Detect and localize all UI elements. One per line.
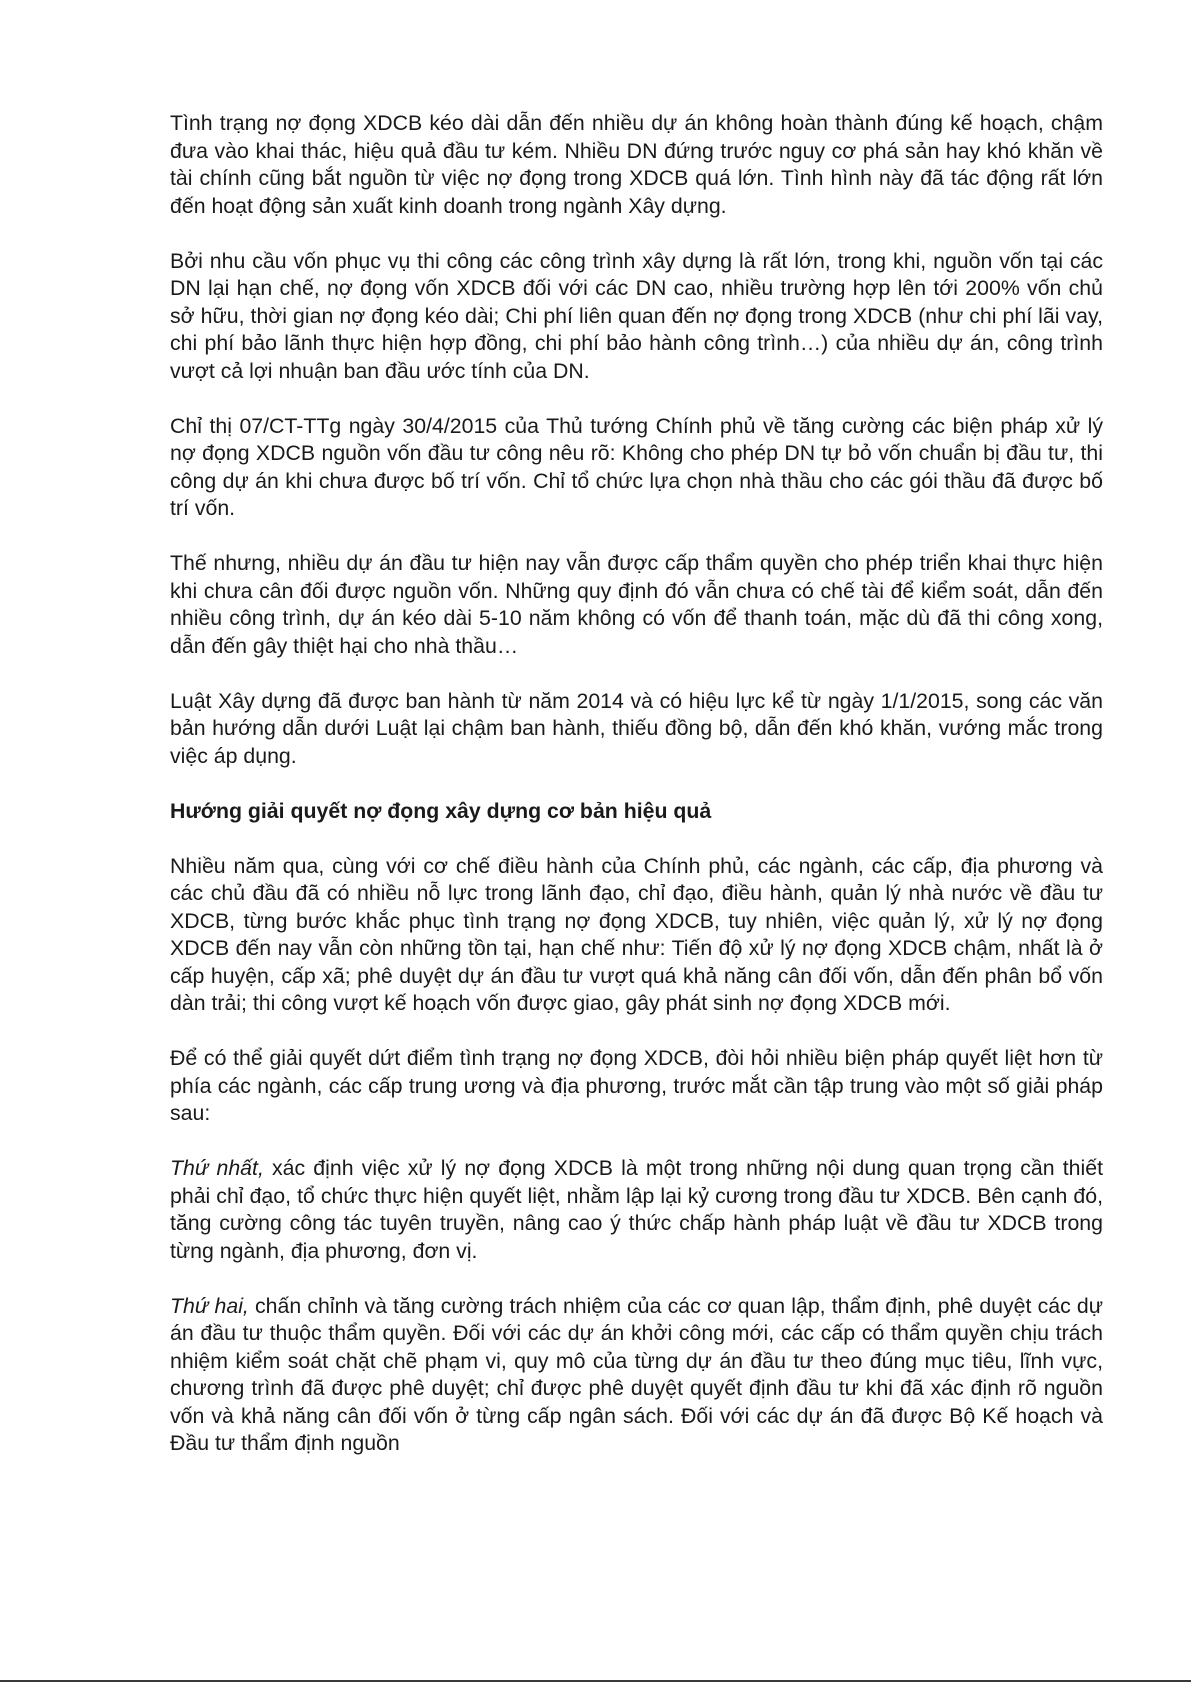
- section-heading: Hướng giải quyết nợ đọng xây dựng cơ bản hiệu quả: [170, 798, 712, 823]
- paragraph-debt-situation: Tình trạng nợ đọng XDCB kéo dài dẫn đến nhiều dự án không hoàn thành đúng kế hoạch, chậm đưa vào khai thác, hiệu quả đầu tư kém. Nhiều DN đứng trước nguy cơ phá sản hay khó khăn về tài chính cũng bắt nguồn từ việc nợ đọng trong XDCB quá lớn. Tình hình này đã tác động rất lớn đến hoạt động sản xuất kinh doanh trong ngành Xây dựng.: [170, 111, 1103, 218]
- solution-second-text: chấn chỉnh và tăng cường trách nhiệm của các cơ quan lập, thẩm định, phê duyệt các dự án đầu tư thuộc thẩm quyền. Đối với các dự án khởi công mới, các cấp có thẩm quyền chịu trách nhiệm kiểm soát chặt chẽ phạm vi, quy mô của từng dự án đầu tư theo đúng mục tiêu, lĩnh vực, chương trình đã được phê duyệt; chỉ được phê duyệt quyết định đầu tư khi đã xác định rõ nguồn vốn và khả năng cân đối vốn ở từng cấp ngân sách. Đối với các dự án đã được Bộ Kế hoạch và Đầu tư thẩm định nguồn: [170, 1293, 1103, 1455]
- paragraph-management-limits: Nhiều năm qua, cùng với cơ chế điều hành của Chính phủ, các ngành, các cấp, địa phương và các chủ đầu đã có nhiều nỗ lực trong lãnh đạo, chỉ đạo, điều hành, quản lý nhà nước về đầu tư XDCB, từng bước khắc phục tình trạng nợ đọng XDCB, tuy nhiên, việc quản lý, xử lý nợ đọng XDCB đến nay vẫn còn những tồn tại, hạn chế như: Tiến độ xử lý nợ đọng XDCB chậm, nhất là ở cấp huyện, cấp xã; phê duyệt dự án đầu tư vượt quá khả năng cân đối vốn, dẫn đến phân bổ vốn dàn trải; thi công vượt kế hoạch vốn được giao, gây phát sinh nợ đọng XDCB mới.: [170, 853, 1103, 1015]
- paragraph-solution-second: [170, 1293, 1103, 1458]
- paragraph-construction-law: Luật Xây dựng đã được ban hành từ năm 2014 và có hiệu lực kể từ ngày 1/1/2015, song các văn bản hướng dẫn dưới Luật lại chậm ban hành, thiếu đồng bộ, dẫn đến khó khăn, vướng mắc trong việc áp dụng.: [170, 688, 1103, 768]
- paragraph-projects-without-funds: Thế nhưng, nhiều dự án đầu tư hiện nay vẫn được cấp thẩm quyền cho phép triển khai thực hiện khi chưa cân đối được nguồn vốn. Những quy định đó vẫn chưa có chế tài để kiểm soát, dẫn đến nhiều công trình, dự án kéo dài 5-10 năm không có vốn để thanh toán, mặc dù đã thi công xong, dẫn đến gây thiệt hại cho nhà thầu…: [170, 551, 1103, 658]
- solution-second-lead: Thứ hai,: [170, 1293, 249, 1318]
- document-body: [170, 110, 1103, 1485]
- solution-first-lead: Thứ nhất,: [170, 1156, 264, 1180]
- paragraph-solutions-intro: Để có thể giải quyết dứt điểm tình trạng nợ đọng XDCB, đòi hỏi nhiều biện pháp quyết liệt hơn từ phía các ngành, các cấp trung ương và địa phương, trước mắt cần tập trung vào một số giải pháp sau:: [170, 1046, 1103, 1125]
- solution-first-text: xác định việc xử lý nợ đọng XDCB là một trong những nội dung quan trọng cần thiết phải chỉ đạo, tổ chức thực hiện quyết liệt, nhằm lập lại kỷ cương trong đầu tư XDCB. Bên cạnh đó, tăng cường công tác tuyên truyền, nâng cao ý thức chấp hành pháp luật về đầu tư XDCB trong từng ngành, địa phương, đơn vị.: [170, 1156, 1103, 1263]
- page-bottom-divider: [0, 1680, 1191, 1682]
- paragraph-solution-first: [170, 1155, 1103, 1265]
- paragraph-directive-07: Chỉ thị 07/CT-TTg ngày 30/4/2015 của Thủ tướng Chính phủ về tăng cường các biện pháp xử lý nợ đọng XDCB nguồn vốn đầu tư công nêu rõ: Không cho phép DN tự bỏ vốn chuẩn bị đầu tư, thi công dự án khi chưa được bố trí vốn. Chỉ tổ chức lựa chọn nhà thầu cho các gói thầu đã được bố trí vốn.: [170, 413, 1103, 520]
- paragraph-capital-needs: Bởi nhu cầu vốn phục vụ thi công các công trình xây dựng là rất lớn, trong khi, nguồn vốn tại các DN lại hạn chế, nợ đọng vốn XDCB đối với các DN cao, nhiều trường hợp lên tới 200% vốn chủ sở hữu, thời gian nợ đọng kéo dài; Chi phí liên quan đến nợ đọng trong XDCB (như chi phí lãi vay, chi phí bảo lãnh thực hiện hợp đồng, chi phí bảo hành công trình…) của nhiều dự án, công trình vượt cả lợi nhuận ban đầu ước tính của DN.: [170, 248, 1103, 383]
